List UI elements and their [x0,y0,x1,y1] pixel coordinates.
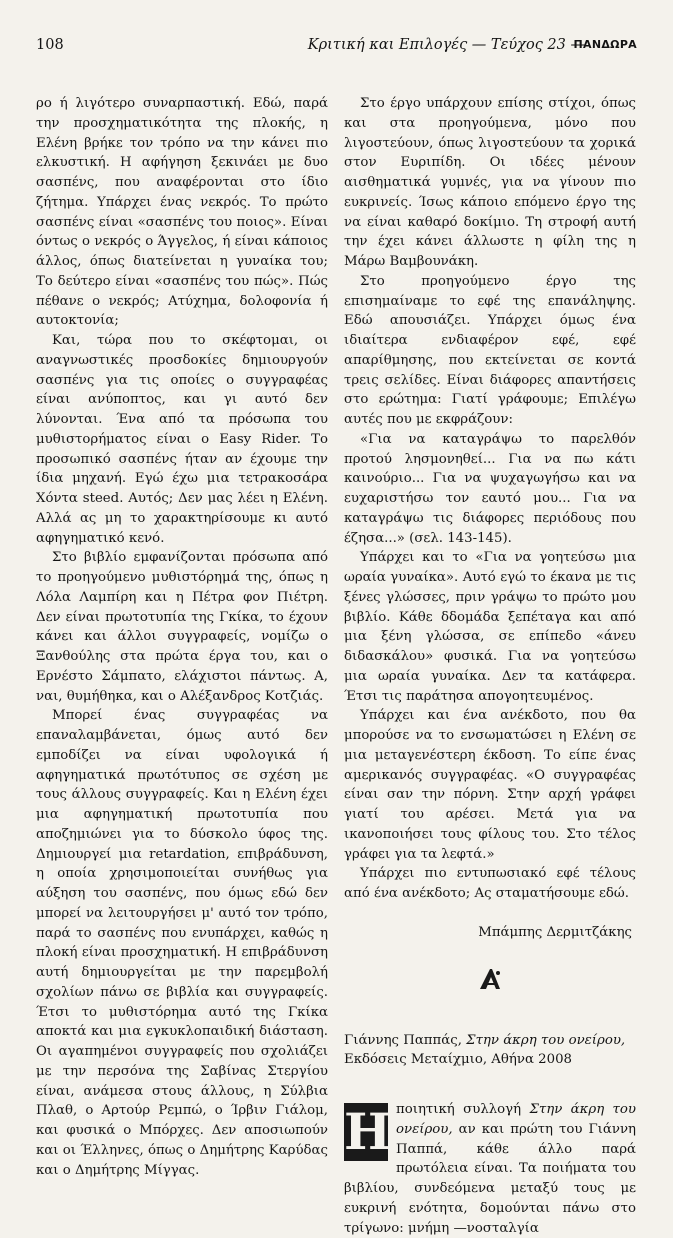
review-publisher: Εκδόσεις Μεταίχμιο, Αθήνα 2008 [344,1052,573,1068]
paragraph: Μπορεί ένας συγγραφέας να επαναλαμβάνεται, όμως αυτό δεν εμποδίζει να είναι υφολογικά ή αφηγηματικά πρωτότυπος σε σχέση με τους άλλους συγγραφείς. Και η Ελένη έχει μια αφηγηματική πρωτοτυπία που αποζημιώνει για το δύσκολο ύφος της. Δημιουργεί μια retardation, επιβράδυνση, η οποία χρησιμοποιείται συνήθως για αύξηση του σασπένς, που όμως εδώ δεν μπορεί να λειτουργήσει μ' αυτό τον τρόπο, παρά το σασπένς που ενυπάρχει, καθώς η πλοκή είναι προσχηματική. Η επιβράδυνση αυτή δημιουργείται με την παρεμβολή σχολίων πάνω σε βιβλία και συγγραφείς. Έτσι το μυθιστόρημα αυτό της Γκίκα αποκτά και μια εγκυκλοπαιδική διάσταση. Οι αγαπημένοι συγγραφείς που σχολιάζει με την περσόνα της Σαβίνας Στεργίου είναι, ανάμεσα στους άλλους, η Σύλβια Πλαθ, ο Αρτούρ Ρεμπώ, ο Ίρβιν Γιάλομ, και φυσικά ο Μπόρχες. Δεν αποσιωπούν και οι Έλληνες, όπως ο Δημήτρης Καρύδας και ο Δημήτρης Μίγγας. [36,708,328,1178]
magazine-logo: ΠΑΝΔΩΡΑ [573,38,637,51]
quotation: «Για να καταγράψω το παρελθόν προτού λησμονηθεί... Για να πω κάτι καινούριο... Για να ψυχαγωγήσω και να ευχαριστήσω τον εαυτό μου... Για να καταγράψω τις διάφορες περιόδους που έζησα...» (σελ. 143-145). [344,431,636,546]
paragraph: Υπάρχει και ένα ανέκδοτο, που θα μπορούσε να το ενσωματώσει η Ελένη σε μια μεταγενέστερη έκδοση. Το είπε ένας αμερικανός συγγραφέας. «Ο συγγραφέας είναι σαν την πόρνη. Στην αρχή γράφει γιατί του αρέσει. Μετά για να ικανοποιήσει τους φίλους του. Στο τέλος γράφει για τα λεφτά.» [344,708,636,862]
review-heading [344,1031,636,1071]
paragraph: Στο προηγούμενο έργο της επισημαίναμε το εφέ της επανάληψης. Εδώ απουσιάζει. Υπάρχει όμως ένα ιδιαίτερα ενδιαφέρον εφέ, εφέ απαρίθμησης, που εκτείνεται σε κοντά τρεις σελίδες. Είναι διάφορες απαντήσεις στο ερώτημα: Γιατί γράφουμε; Επιλέγω αυτές που με εκφράζουν: [344,273,636,427]
review-author: Γιάννης Παππάς, [344,1032,462,1048]
author-signature: Μπάμπης Δερμιτζάκης [478,924,632,940]
review-text: αν και πρώτη του Γιάννη Παππά, κάθε άλλο παρά πρωτόλεια είναι. Τα ποιήματα του βιβλίου, συνδεόμενα μεταξύ τους με ευκρινή ενότητα, δομούνται πάνω στο τρίγωνο: μνήμη —νοσταλγία [344,1121,636,1236]
paragraph: Υπάρχει πιο εντυπωσιακό εφέ τέλους από ένα ανέκδοτο; Ας σταματήσουμε εδώ. [344,866,636,901]
running-head: Κριτική και Επιλογές — Τεύχος 23 — [307,37,585,53]
ornament-icon [476,965,504,993]
page-header [36,36,637,56]
review-text: ποιητική συλλογή [396,1102,530,1117]
paragraph: Στο βιβλίο εμφανίζονται πρόσωπα από το προηγούμενο μυθιστόρημά της, όπως η Λόλα Λαμπίρη και η Πέτρα φον Πιέτρη. Δεν είναι πρωτοτυπία της Γκίκα, το έχουν κάνει και άλλοι συγγραφείς, νομίζω ο Ξανθούλης στα πρώτα έργα του, και ο Ερνέστο Σάμπατο, ελάχιστοι πάντως. Α, ναι, θυμήθηκα, και ο Αλέξανδρος Κοτζιάς. [36,550,328,704]
left-column [36,94,328,1180]
dropcap: Η [344,1102,392,1161]
paragraph: Και, τώρα που το σκέφτομαι, οι αναγνωστικές προσδοκίες δημιουργούν σασπένς για τις οποίες ο συγγραφέας είναι ανύποπτος, και γι αυτό δεν λύνονται. Ένα από τα πρόσωπα του μυθιστορήματος είναι ο Easy Rider. Το προσωπικό σασπένς ήταν αν έχουμε την ίδια μηχανή. Εγώ έχω μια τετρακοσάρα Χόντα steed. Αυτός; Δεν μας λέει η Ελένη. Αλλά ας μη το χαρακτηρίσουμε κι αυτό αφηγηματικό κενό. [36,333,328,546]
review-book-title: Στην άκρη του ονείρου, [466,1032,626,1048]
review-inline-title: Στην άκρη του ονείρου, [396,1102,636,1137]
page-number: 108 [36,37,64,53]
paragraph: ρο ή λιγότερο συναρπαστική. Εδώ, παρά την προσχηματικότητα της πλοκής, η Ελένη βρήκε τον τρόπο να την κάνει πιο ελκυστική. Η αφήγηση ξεκινάει με δυο σασπένς, που αναφέρονται στο ίδιο ζήτημα. Υπάρχει ένας νεκρός. Το πρώτο σασπένς είναι «σασπένς του ποιος». Είναι όντως ο νεκρός ο Άγγελος, ή είναι κάποιος άλλος, όπως διατείνεται η γυναίκα του; Το δεύτερο είναι «σασπένς του πώς». Πώς πέθανε ο νεκρός; Ατύχημα, δολοφονία ή αυτοκτονία; [36,96,328,329]
paragraph: Υπάρχει και το «Για να γοητεύσω μια ωραία γυναίκα». Αυτό εγώ το έκανα με τις ξένες γλώσσες, πριν γράψω το πρώτο μου βιβλίο. Κάθε δδομάδα ξεπέταγα και από μια ξένη γλώσσα, σε επίπεδο «άνευ διδασκάλου» φυσικά. Για να γοητεύσω μια ωραία γυναίκα. Δεν τα κατάφερα. Έτσι τις παράτησα απογοητευμένος. [344,550,636,704]
paragraph: Στο έργο υπάρχουν επίσης στίχοι, όπως και στα προηγούμενα, μόνο που λιγοστεύουν, όπως λιγοστεύουν τα χορικά στον Ευριπίδη. Οι ιδέες μένουν αισθηματικά γυμνές, για να γίνουν πιο ευκρινείς. Ίσως κάποιο επόμενο έργο της να είναι καθαρό δοκίμιο. Τη στροφή αυτή την έχει κάνει άλλωστε η φίλη της η Μάρω Βαμβουνάκη. [344,96,636,269]
review-body [344,1100,636,1238]
right-column [344,94,636,1238]
